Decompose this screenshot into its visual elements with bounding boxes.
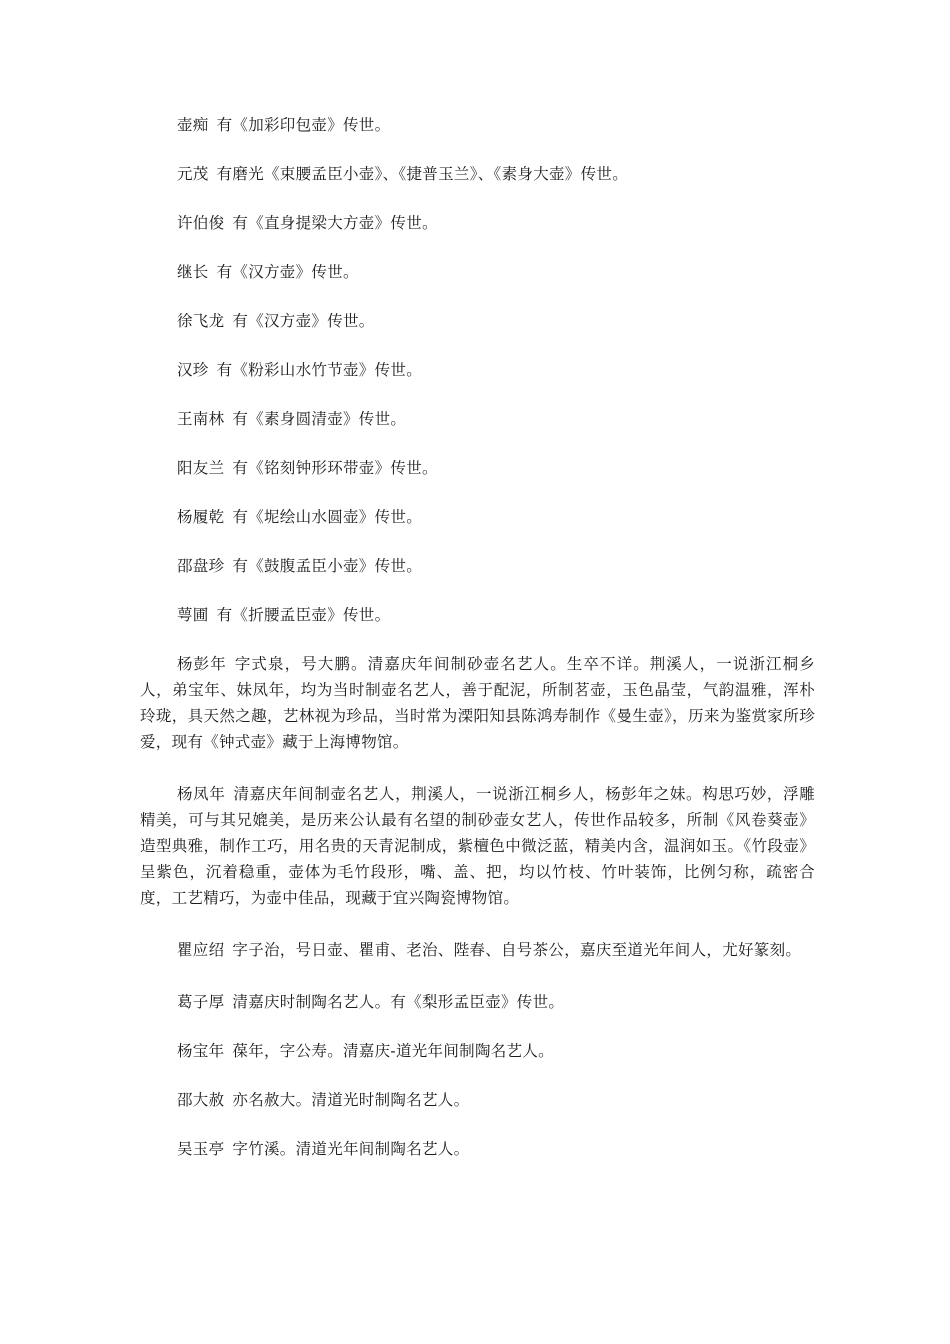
entry-text: 有《坭绘山水圆壶》传世。	[232, 508, 423, 526]
entry-yang-fengnian	[140, 781, 815, 911]
entry-text: 葆年，字公寿。清嘉庆-道光年间制陶名艺人。	[232, 1042, 554, 1060]
entry-name: 瞿应绍	[177, 941, 225, 959]
entry-shao-dashe	[140, 1087, 815, 1113]
entry-name: 王南林	[177, 410, 225, 428]
entry-qu-yingshao	[140, 937, 815, 963]
entry-text: 有《汉方壶》传世。	[232, 312, 375, 330]
entry-wang-nanlin	[140, 406, 815, 432]
entry-name: 杨彭年	[177, 655, 227, 673]
entry-name: 继长	[177, 263, 209, 281]
entry-name: 萼圃	[177, 606, 209, 624]
entry-name: 邵大赦	[177, 1091, 225, 1109]
entry-text: 有《折腰孟臣壶》传世。	[216, 606, 391, 624]
entry-text: 有《粉彩山水竹节壶》传世。	[216, 361, 423, 379]
entry-text: 有《加彩印包壶》传世。	[216, 116, 391, 134]
entry-name: 杨履乾	[177, 508, 225, 526]
entry-name: 许伯俊	[177, 214, 225, 232]
entry-yang-pengnian	[140, 651, 815, 755]
entry-wu-yuting	[140, 1136, 815, 1162]
entry-text: 有《鼓腹孟臣小壶》传世。	[232, 557, 423, 575]
entry-yuan-mao	[140, 161, 815, 187]
entry-name: 元茂	[177, 165, 209, 183]
entry-yang-lvqian	[140, 504, 815, 530]
entry-text: 字式泉，号大鹏。清嘉庆年间制砂壶名艺人。生卒不详。荆溪人，一说浙江桐乡人，弟宝年、妹凤年，均为当时制壶名艺人，善于配泥，所制茗壶，玉色晶莹，气韵温雅，浑朴玲珑，具天然之趣，艺林视为珍品，当时常为溧阳知县陈鸿寿制作《曼生壶》，历来为鉴赏家所珍爱，现有《钟式壶》藏于上海博物馆。	[140, 655, 815, 751]
entry-name: 阳友兰	[177, 459, 225, 477]
entry-text: 清嘉庆时制陶名艺人。有《梨形孟臣壶》传世。	[232, 993, 565, 1011]
entry-text: 有《素身圆清壶》传世。	[232, 410, 407, 428]
entry-yang-youlan	[140, 455, 815, 481]
entry-yang-baonian	[140, 1038, 815, 1064]
entry-text: 有磨光《束腰孟臣小壶》、《捷普玉兰》、《素身大壶》传世。	[216, 165, 629, 183]
entry-xu-bojun	[140, 210, 815, 236]
entry-name: 葛子厚	[177, 993, 225, 1011]
entry-text: 清嘉庆年间制壶名艺人，荆溪人，一说浙江桐乡人，杨彭年之妹。构思巧妙，浮雕精美，可与其兄媲美，是历来公认最有名望的制砂壶女艺人，传世作品较多，所制《风卷葵壶》造型典雅，制作工巧，用名贵的天青泥制成，紫檀色中微泛蓝，精美内含，温润如玉。《竹段壶》呈紫色，沉着稳重，壶体为毛竹段形，嘴、盖、把，均以竹枝、竹叶装饰，比例匀称，疏密合度，工艺精巧，为壶中佳品，现藏于宜兴陶瓷博物馆。	[140, 785, 815, 907]
entry-hu-chi	[140, 112, 815, 138]
entry-name: 汉珍	[177, 361, 209, 379]
entry-name: 壶痴	[177, 116, 209, 134]
entry-name: 邵盘珍	[177, 557, 225, 575]
entry-text: 字竹溪。清道光年间制陶名艺人。	[232, 1140, 470, 1158]
entry-name: 吴玉亭	[177, 1140, 225, 1158]
entry-name: 杨宝年	[177, 1042, 225, 1060]
document-page	[140, 112, 815, 1185]
entry-ji-chang	[140, 259, 815, 285]
entry-text: 有《汉方壶》传世。	[216, 263, 359, 281]
entry-text: 字子治，号日壶、瞿甫、老治、陛春、自号茶公，嘉庆至道光年间人，尤好篆刻。	[232, 941, 802, 959]
entry-text: 有《铭刻钟形环带壶》传世。	[232, 459, 438, 477]
entry-xu-feilong	[140, 308, 815, 334]
entry-name: 徐飞龙	[177, 312, 225, 330]
entry-shao-panzhen	[140, 553, 815, 579]
entry-name: 杨凤年	[177, 785, 226, 803]
entry-ge-zihou	[140, 989, 815, 1015]
entry-han-zhen	[140, 357, 815, 383]
entry-text: 亦名赦大。清道光时制陶名艺人。	[232, 1091, 470, 1109]
entry-e-pu	[140, 602, 815, 628]
entry-text: 有《直身提梁大方壶》传世。	[232, 214, 438, 232]
